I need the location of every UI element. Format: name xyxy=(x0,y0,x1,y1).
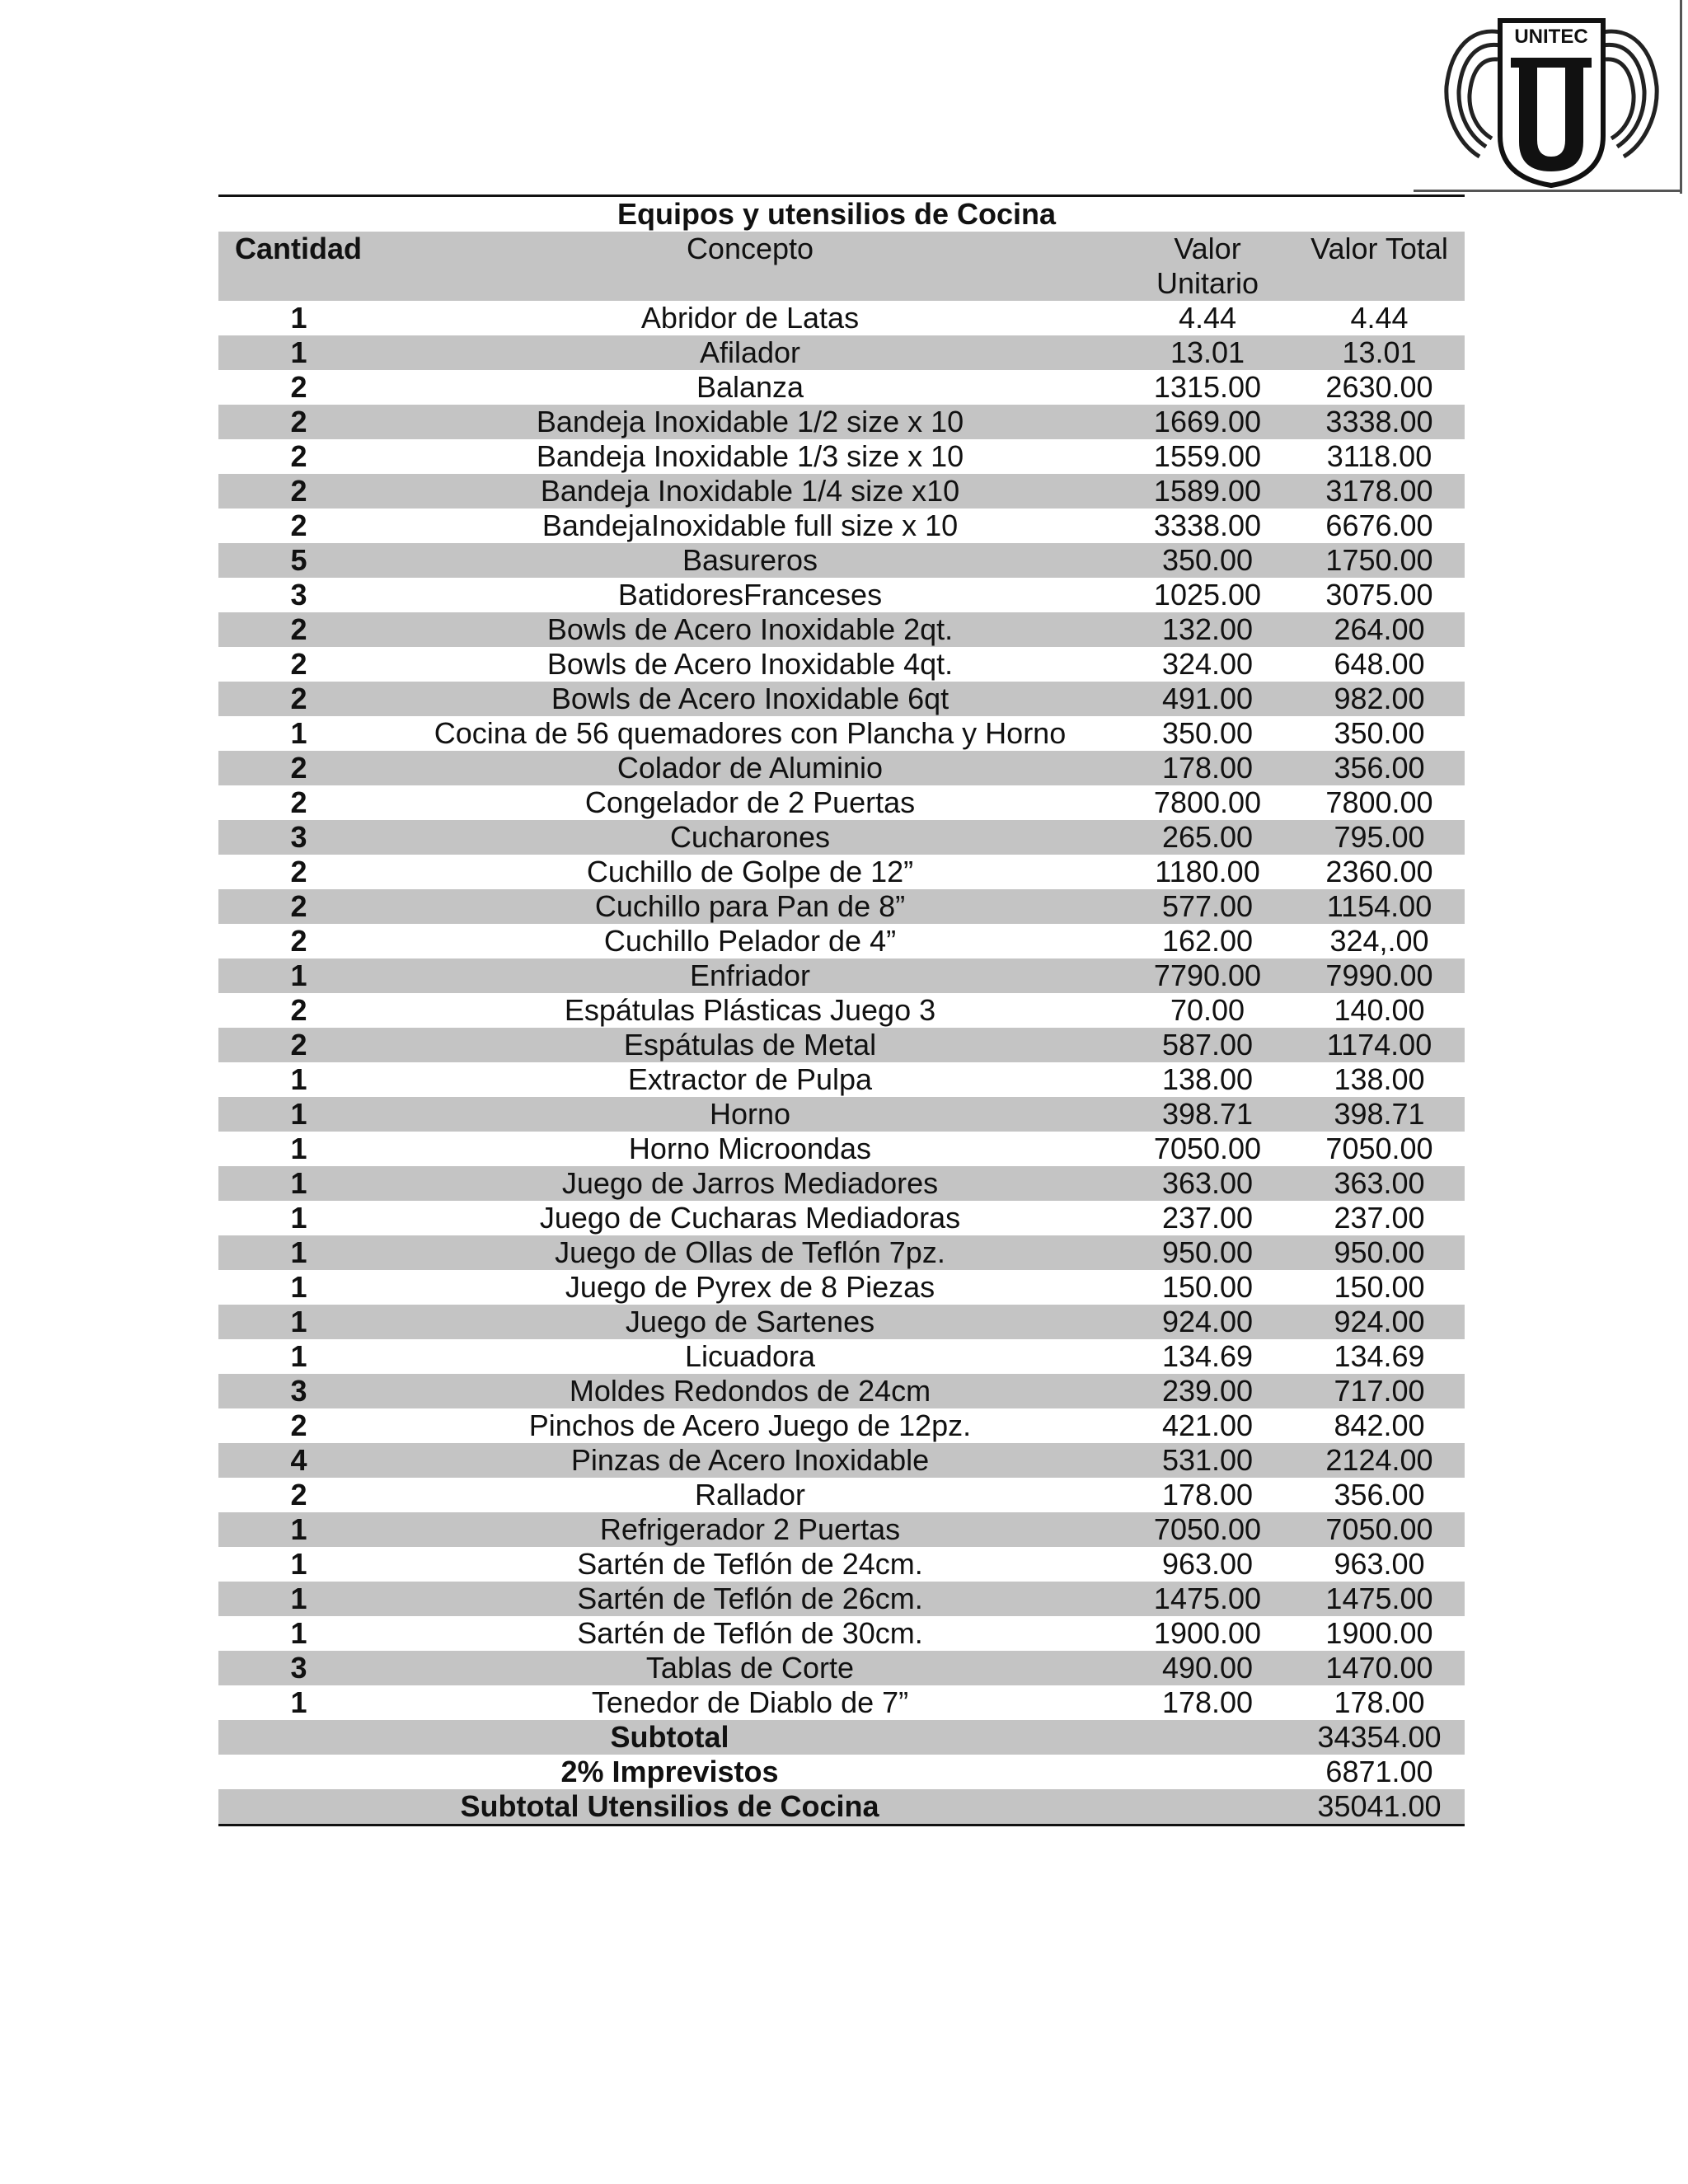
cell-unit-value: 1559.00 xyxy=(1121,439,1294,474)
cell-unit-value: 3338.00 xyxy=(1121,509,1294,543)
table-row xyxy=(218,370,1465,405)
cell-quantity: 1 xyxy=(218,1132,379,1166)
cell-total-value: 1174.00 xyxy=(1294,1028,1465,1062)
cell-quantity: 5 xyxy=(218,543,379,578)
cell-concept: Juego de Pyrex de 8 Piezas xyxy=(379,1270,1121,1305)
table-title-row xyxy=(218,196,1465,232)
cell-concept: Cocina de 56 quemadores con Plancha y Horno xyxy=(379,716,1121,751)
cell-total-value: 950.00 xyxy=(1294,1235,1465,1270)
cell-total-value: 134.69 xyxy=(1294,1339,1465,1374)
cell-quantity: 3 xyxy=(218,1374,379,1408)
cell-unit-value: 134.69 xyxy=(1121,1339,1294,1374)
cell-quantity: 2 xyxy=(218,647,379,682)
cell-total-value: 982.00 xyxy=(1294,682,1465,716)
cell-unit-value: 150.00 xyxy=(1121,1270,1294,1305)
cell-total-value: 363.00 xyxy=(1294,1166,1465,1201)
cell-quantity: 1 xyxy=(218,1685,379,1720)
cell-quantity: 1 xyxy=(218,1201,379,1235)
cell-concept: Bowls de Acero Inoxidable 4qt. xyxy=(379,647,1121,682)
table-row xyxy=(218,1062,1465,1097)
table-row xyxy=(218,1235,1465,1270)
equipment-table xyxy=(218,194,1465,1826)
header-valor-unitario-line1: Valor xyxy=(1174,232,1241,265)
summary-label-text: Subtotal xyxy=(610,1720,729,1754)
cell-quantity: 1 xyxy=(218,958,379,993)
cell-quantity: 1 xyxy=(218,1547,379,1582)
cell-unit-value: 531.00 xyxy=(1121,1443,1294,1478)
cell-quantity: 1 xyxy=(218,335,379,370)
cell-unit-value: 1315.00 xyxy=(1121,370,1294,405)
subtotal-row xyxy=(218,1720,1465,1755)
cell-unit-value: 162.00 xyxy=(1121,924,1294,958)
cell-concept: Congelador de 2 Puertas xyxy=(379,785,1121,820)
unitec-logo xyxy=(1422,0,1681,194)
cell-total-value: 2124.00 xyxy=(1294,1443,1465,1478)
cell-unit-value: 587.00 xyxy=(1121,1028,1294,1062)
logo-emblem-icon xyxy=(1422,0,1681,194)
cell-unit-value: 1025.00 xyxy=(1121,578,1294,612)
table-row xyxy=(218,1582,1465,1616)
cell-unit-value: 924.00 xyxy=(1121,1305,1294,1339)
cell-total-value: 3075.00 xyxy=(1294,578,1465,612)
header-valor-unitario-line2: Unitario xyxy=(1156,266,1259,300)
table-header-row xyxy=(218,232,1465,301)
table-row xyxy=(218,1305,1465,1339)
logo-brand-text: UNITEC xyxy=(1514,26,1588,48)
cell-quantity: 2 xyxy=(218,751,379,785)
table-row xyxy=(218,1616,1465,1651)
table-row xyxy=(218,1028,1465,1062)
cell-concept: Basureros xyxy=(379,543,1121,578)
cell-unit-value: 1180.00 xyxy=(1121,855,1294,889)
cell-quantity: 2 xyxy=(218,1478,379,1512)
table-row xyxy=(218,716,1465,751)
cell-unit-value: 237.00 xyxy=(1121,1201,1294,1235)
summary-label-text: 2% Imprevistos xyxy=(560,1755,779,1788)
cell-total-value: 324,.00 xyxy=(1294,924,1465,958)
table-row xyxy=(218,1374,1465,1408)
cell-total-value: 717.00 xyxy=(1294,1374,1465,1408)
cell-quantity: 2 xyxy=(218,993,379,1028)
summary-value: 34354.00 xyxy=(1294,1720,1465,1755)
cell-concept: Colador de Aluminio xyxy=(379,751,1121,785)
table-row xyxy=(218,1685,1465,1720)
cell-concept: Tablas de Corte xyxy=(379,1651,1121,1685)
cell-unit-value: 265.00 xyxy=(1121,820,1294,855)
cell-concept: Licuadora xyxy=(379,1339,1121,1374)
cell-total-value: 138.00 xyxy=(1294,1062,1465,1097)
cell-quantity: 2 xyxy=(218,1028,379,1062)
summary-label-text: Subtotal Utensilios de Cocina xyxy=(460,1789,879,1823)
cell-unit-value: 491.00 xyxy=(1121,682,1294,716)
cell-unit-value: 178.00 xyxy=(1121,1685,1294,1720)
cell-concept: Cuchillo para Pan de 8” xyxy=(379,889,1121,924)
cell-concept: Juego de Sartenes xyxy=(379,1305,1121,1339)
table-row xyxy=(218,474,1465,509)
logo-frame-bottom xyxy=(1414,190,1682,192)
cell-concept: Sartén de Teflón de 30cm. xyxy=(379,1616,1121,1651)
cell-quantity: 2 xyxy=(218,889,379,924)
cell-quantity: 1 xyxy=(218,1512,379,1547)
cell-quantity: 4 xyxy=(218,1443,379,1478)
cell-quantity: 3 xyxy=(218,578,379,612)
equipment-table-container xyxy=(218,194,1465,1826)
cell-concept: Pinzas de Acero Inoxidable xyxy=(379,1443,1121,1478)
cell-unit-value: 1475.00 xyxy=(1121,1582,1294,1616)
cell-total-value: 3338.00 xyxy=(1294,405,1465,439)
cell-concept: Refrigerador 2 Puertas xyxy=(379,1512,1121,1547)
table-row xyxy=(218,1339,1465,1374)
table-row xyxy=(218,1166,1465,1201)
cell-quantity: 1 xyxy=(218,1339,379,1374)
cell-concept: Sartén de Teflón de 26cm. xyxy=(379,1582,1121,1616)
cell-concept: Extractor de Pulpa xyxy=(379,1062,1121,1097)
cell-total-value: 842.00 xyxy=(1294,1408,1465,1443)
cell-total-value: 7800.00 xyxy=(1294,785,1465,820)
cell-concept: Cuchillo de Golpe de 12” xyxy=(379,855,1121,889)
cell-quantity: 1 xyxy=(218,1166,379,1201)
cell-quantity: 1 xyxy=(218,1616,379,1651)
cell-total-value: 264.00 xyxy=(1294,612,1465,647)
cell-quantity: 2 xyxy=(218,474,379,509)
cell-total-value: 648.00 xyxy=(1294,647,1465,682)
cell-unit-value: 70.00 xyxy=(1121,993,1294,1028)
cell-concept: Bandeja Inoxidable 1/3 size x 10 xyxy=(379,439,1121,474)
cell-total-value: 356.00 xyxy=(1294,1478,1465,1512)
table-row xyxy=(218,612,1465,647)
cell-concept: Sartén de Teflón de 24cm. xyxy=(379,1547,1121,1582)
cell-total-value: 1154.00 xyxy=(1294,889,1465,924)
cell-unit-value: 13.01 xyxy=(1121,335,1294,370)
summary-value: 35041.00 xyxy=(1294,1789,1465,1825)
cell-quantity: 3 xyxy=(218,820,379,855)
table-row xyxy=(218,682,1465,716)
cell-concept: BandejaInoxidable full size x 10 xyxy=(379,509,1121,543)
cell-unit-value: 7790.00 xyxy=(1121,958,1294,993)
cell-concept: Juego de Cucharas Mediadoras xyxy=(379,1201,1121,1235)
cell-unit-value: 350.00 xyxy=(1121,716,1294,751)
cell-quantity: 1 xyxy=(218,1270,379,1305)
header-valor-total: Valor Total xyxy=(1294,232,1465,301)
cell-concept: Afilador xyxy=(379,335,1121,370)
cell-concept: Cucharones xyxy=(379,820,1121,855)
cell-concept: Espátulas Plásticas Juego 3 xyxy=(379,993,1121,1028)
cell-quantity: 1 xyxy=(218,1097,379,1132)
table-row xyxy=(218,924,1465,958)
cell-total-value: 1470.00 xyxy=(1294,1651,1465,1685)
cell-concept: Pinchos de Acero Juego de 12pz. xyxy=(379,1408,1121,1443)
table-row xyxy=(218,1651,1465,1685)
cell-unit-value: 490.00 xyxy=(1121,1651,1294,1685)
cell-total-value: 7050.00 xyxy=(1294,1132,1465,1166)
table-row xyxy=(218,301,1465,335)
cell-total-value: 1475.00 xyxy=(1294,1582,1465,1616)
cell-total-value: 963.00 xyxy=(1294,1547,1465,1582)
cell-concept: Juego de Ollas de Teflón 7pz. xyxy=(379,1235,1121,1270)
cell-quantity: 3 xyxy=(218,1651,379,1685)
summary-label xyxy=(218,1720,1294,1755)
cell-total-value: 7990.00 xyxy=(1294,958,1465,993)
cell-total-value: 2630.00 xyxy=(1294,370,1465,405)
cell-quantity: 1 xyxy=(218,301,379,335)
summary-label xyxy=(218,1755,1294,1789)
cell-total-value: 13.01 xyxy=(1294,335,1465,370)
table-row xyxy=(218,1201,1465,1235)
cell-unit-value: 7050.00 xyxy=(1121,1512,1294,1547)
table-row xyxy=(218,958,1465,993)
table-row xyxy=(218,405,1465,439)
cell-total-value: 140.00 xyxy=(1294,993,1465,1028)
cell-unit-value: 239.00 xyxy=(1121,1374,1294,1408)
cell-quantity: 2 xyxy=(218,855,379,889)
cell-total-value: 1900.00 xyxy=(1294,1616,1465,1651)
cell-total-value: 178.00 xyxy=(1294,1685,1465,1720)
cell-total-value: 924.00 xyxy=(1294,1305,1465,1339)
table-row xyxy=(218,335,1465,370)
cell-total-value: 350.00 xyxy=(1294,716,1465,751)
table-row xyxy=(218,439,1465,474)
cell-concept: Tenedor de Diablo de 7” xyxy=(379,1685,1121,1720)
cell-concept: Bandeja Inoxidable 1/2 size x 10 xyxy=(379,405,1121,439)
header-valor-unitario xyxy=(1121,232,1294,301)
cell-quantity: 2 xyxy=(218,924,379,958)
cell-unit-value: 398.71 xyxy=(1121,1097,1294,1132)
cell-unit-value: 577.00 xyxy=(1121,889,1294,924)
cell-quantity: 2 xyxy=(218,682,379,716)
table-row xyxy=(218,855,1465,889)
table-row xyxy=(218,1478,1465,1512)
cell-concept: Abridor de Latas xyxy=(379,301,1121,335)
cell-quantity: 2 xyxy=(218,612,379,647)
cell-total-value: 237.00 xyxy=(1294,1201,1465,1235)
cell-quantity: 2 xyxy=(218,785,379,820)
summary-label xyxy=(218,1789,1294,1825)
cell-concept: Bandeja Inoxidable 1/4 size x10 xyxy=(379,474,1121,509)
cell-quantity: 2 xyxy=(218,405,379,439)
summary-value: 6871.00 xyxy=(1325,1755,1433,1788)
header-concepto: Concepto xyxy=(379,232,1121,301)
cell-unit-value: 4.44 xyxy=(1121,301,1294,335)
table-row xyxy=(218,993,1465,1028)
cell-unit-value: 1589.00 xyxy=(1121,474,1294,509)
cell-unit-value: 178.00 xyxy=(1121,1478,1294,1512)
cell-concept: Horno Microondas xyxy=(379,1132,1121,1166)
subtotal-utensilios-row xyxy=(218,1789,1465,1825)
cell-unit-value: 7800.00 xyxy=(1121,785,1294,820)
cell-quantity: 1 xyxy=(218,1305,379,1339)
table-row xyxy=(218,751,1465,785)
table-row xyxy=(218,509,1465,543)
cell-unit-value: 950.00 xyxy=(1121,1235,1294,1270)
table-row xyxy=(218,578,1465,612)
cell-unit-value: 324.00 xyxy=(1121,647,1294,682)
cell-total-value: 1750.00 xyxy=(1294,543,1465,578)
cell-unit-value: 1900.00 xyxy=(1121,1616,1294,1651)
table-row xyxy=(218,785,1465,820)
cell-total-value: 150.00 xyxy=(1294,1270,1465,1305)
cell-total-value: 356.00 xyxy=(1294,751,1465,785)
cell-total-value: 398.71 xyxy=(1294,1097,1465,1132)
cell-concept: BatidoresFranceses xyxy=(379,578,1121,612)
table-title: Equipos y utensilios de Cocina xyxy=(379,196,1294,232)
cell-concept: Bowls de Acero Inoxidable 6qt xyxy=(379,682,1121,716)
cell-quantity: 2 xyxy=(218,370,379,405)
table-row xyxy=(218,543,1465,578)
cell-quantity: 2 xyxy=(218,439,379,474)
cell-concept: Bowls de Acero Inoxidable 2qt. xyxy=(379,612,1121,647)
cell-total-value: 2360.00 xyxy=(1294,855,1465,889)
cell-concept: Cuchillo Pelador de 4” xyxy=(379,924,1121,958)
cell-concept: Rallador xyxy=(379,1478,1121,1512)
table-row xyxy=(218,1547,1465,1582)
cell-total-value: 795.00 xyxy=(1294,820,1465,855)
cell-quantity: 2 xyxy=(218,1408,379,1443)
logo-frame-right xyxy=(1680,0,1682,194)
cell-unit-value: 421.00 xyxy=(1121,1408,1294,1443)
cell-total-value: 4.44 xyxy=(1294,301,1465,335)
cell-total-value: 7050.00 xyxy=(1294,1512,1465,1547)
cell-concept: Horno xyxy=(379,1097,1121,1132)
cell-concept: Balanza xyxy=(379,370,1121,405)
cell-concept: Espátulas de Metal xyxy=(379,1028,1121,1062)
cell-total-value: 3178.00 xyxy=(1294,474,1465,509)
cell-concept: Enfriador xyxy=(379,958,1121,993)
cell-total-value: 6676.00 xyxy=(1294,509,1465,543)
table-row xyxy=(218,1097,1465,1132)
table-row xyxy=(218,1408,1465,1443)
cell-unit-value: 178.00 xyxy=(1121,751,1294,785)
cell-unit-value: 963.00 xyxy=(1121,1547,1294,1582)
cell-quantity: 1 xyxy=(218,1582,379,1616)
header-cantidad: Cantidad xyxy=(218,232,379,301)
table-row xyxy=(218,1443,1465,1478)
cell-concept: Moldes Redondos de 24cm xyxy=(379,1374,1121,1408)
cell-unit-value: 1669.00 xyxy=(1121,405,1294,439)
cell-unit-value: 132.00 xyxy=(1121,612,1294,647)
cell-quantity: 1 xyxy=(218,1062,379,1097)
table-row xyxy=(218,1512,1465,1547)
cell-concept: Juego de Jarros Mediadores xyxy=(379,1166,1121,1201)
cell-unit-value: 7050.00 xyxy=(1121,1132,1294,1166)
table-row xyxy=(218,1132,1465,1166)
table-row xyxy=(218,1270,1465,1305)
cell-unit-value: 138.00 xyxy=(1121,1062,1294,1097)
cell-quantity: 1 xyxy=(218,1235,379,1270)
cell-quantity: 2 xyxy=(218,509,379,543)
cell-quantity: 1 xyxy=(218,716,379,751)
cell-unit-value: 350.00 xyxy=(1121,543,1294,578)
table-row xyxy=(218,889,1465,924)
cell-total-value: 3118.00 xyxy=(1294,439,1465,474)
table-row xyxy=(218,820,1465,855)
table-row xyxy=(218,647,1465,682)
cell-unit-value: 363.00 xyxy=(1121,1166,1294,1201)
imprevistos-row xyxy=(218,1755,1465,1789)
